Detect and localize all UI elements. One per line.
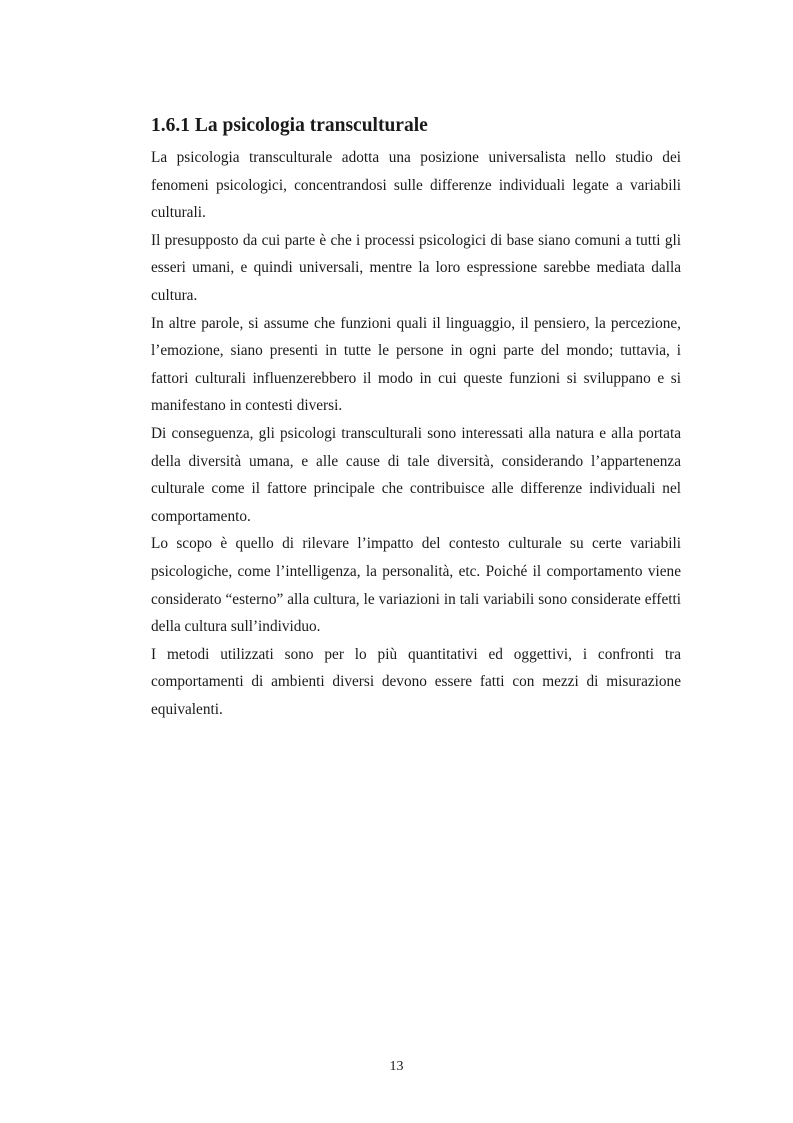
body-text	[151, 144, 681, 723]
section-heading: 1.6.1 La psicologia transculturale	[151, 115, 428, 136]
paragraph: La psicologia transculturale adotta una posizione universalista nello studio dei fenomeni psicologici, concentrandosi sulle differenze individuali legate a variabili culturali.	[151, 149, 681, 222]
paragraph: Di conseguenza, gli psicologi transculturali sono interessati alla natura e alla portata della diversità umana, e alle cause di tale diversità, considerando l’appartenenza culturale come il fattore principale che contribuisce alle differenze individuali nel comportamento.	[151, 424, 681, 525]
page-number: 13	[389, 1059, 404, 1074]
paragraph: In altre parole, si assume che funzioni quali il linguaggio, il pensiero, la percezione, l’emozione, siano presenti in tutte le persone in ogni parte del mondo; tuttavia, i fattori culturali influenzerebbero il modo in cui queste funzioni si sviluppano e si manifestano in contesti diversi.	[151, 314, 681, 415]
paragraph: Lo scopo è quello di rilevare l’impatto del contesto culturale su certe variabili psicologiche, come l’intelligenza, la personalità, etc. Poiché il comportamento viene considerato “esterno” alla cultura, le variazioni in tali variabili sono considerate effetti della cultura sull’individuo.	[151, 535, 681, 636]
paragraph: I metodi utilizzati sono per lo più quantitativi ed oggettivi, i confronti tra comportamenti di ambienti diversi devono essere fatti con mezzi di misurazione equivalenti.	[151, 645, 681, 718]
paragraph: Il presupposto da cui parte è che i processi psicologici di base siano comuni a tutti gli esseri umani, e quindi universali, mentre la loro espressione sarebbe mediata dalla cultura.	[151, 231, 681, 304]
